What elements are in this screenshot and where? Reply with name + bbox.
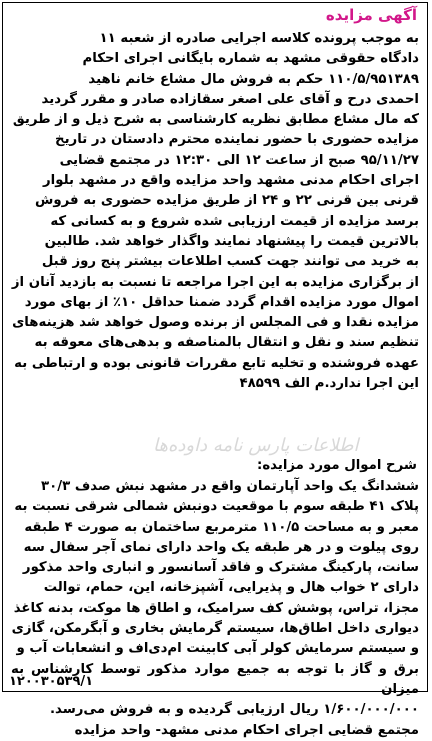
notice-code: ۱۲۰۰۳۰۵۳۹/۱: [9, 674, 94, 689]
notice-frame: [2, 2, 428, 738]
section-heading: شرح اموال مورد مزایده:: [257, 458, 417, 473]
notice-title: آگهی مزایده: [325, 6, 417, 24]
property-description: ششدانگ یک واحد آپارتمان واقع در مشهد نبش صدف ۳۰/۳ پلاک ۴۱ طبقه سوم با موقعیت دونبش شمالی شرقی نسبت به معبر و به مساحت ۱۱۰/۵ مترمربع ساختمان به صورت ۴ طبقه روی پیلوت و در هر طبقه یک واحد دارای نمای آجر سفال سه سانت، پارکینگ مشترک و فاقد آسانسور و انباری واحد مذکور دارای ۲ خواب هال و پذیرایی، آشپزخانه، این، حمام، توالت مجزا، تراس، پوشش کف سرامیک، و اطاق ها موکت، بدنه کاغذ دیواری داخل اطاق‌ها، سیستم گرمایش بخاری و آبگرمکن، گازی و سیستم سرمایش کولر آبی کابینت ام‌دی‌اف و انشعابات آب و برق و گاز با توجه به جمیع موارد مذکور توسط کارشناس به میزان ۱/۶۰۰/۰۰۰/۰۰۰ ریال ارزیابی گردیده و به فروش می‌رسد. مجتمع قضایی اجرای احکام مدنی مشهد- واحد مزایده: [11, 479, 419, 738]
notice-paragraph: به موجب پرونده کلاسه اجرایی صادره از شعبه ۱۱ دادگاه حقوقی مشهد به شماره بایگانی اجرای احکام ۱۱۰/۵/۹۵۱۳۸۹ حکم به فروش مال مشاع خانم ناهید احمدی درح و آقای علی اصغر سقازاده صادر و مقرر گردید که مال مشاع مطابق نظریه کارشناسی به شرح ذیل و از طریق مزایده حضوری با حضور نماینده محترم دادستان در تاریخ ۹۵/۱۱/۲۷ صبح از ساعت ۱۲ الی ۱۲:۳۰ در مجتمع قضایی اجرای احکام مدنی مشهد واحد مزایده واقع در مشهد بلوار قرنی بین قرنی ۲۲ و ۲۴ از طریق مزایده حضوری به فروش برسد مزایده از قیمت ارزیابی شده شروع و به کسانی که بالاترین قیمت را پیشنهاد نمایند واگذار خواهد شد. طالبین به خرید می توانند جهت کسب اطلاعات بیشتر پنج روز قبل از برگزاری مزایده به این اجرا مراجعه تا نسبت به بازدید آنان از اموال مورد مزایده اقدام گردد ضمنا حداقل ۱۰٪ از بهای مورد مزایده نقدا و فی المجلس از برنده وصول خواهد شد هزینه‌های تنظیم سند و نقل و انتقال بالمناصفه و بدهی‌های معوقه به عهده فروشنده و تخلیه تابع مقررات قانونی بوده و ارتباطی به این اجرا ندارد.م الف ۴۸۵۹۹: [11, 31, 419, 392]
watermark-text: اطلاعات پارس نامه داوده‌ها: [153, 435, 359, 456]
